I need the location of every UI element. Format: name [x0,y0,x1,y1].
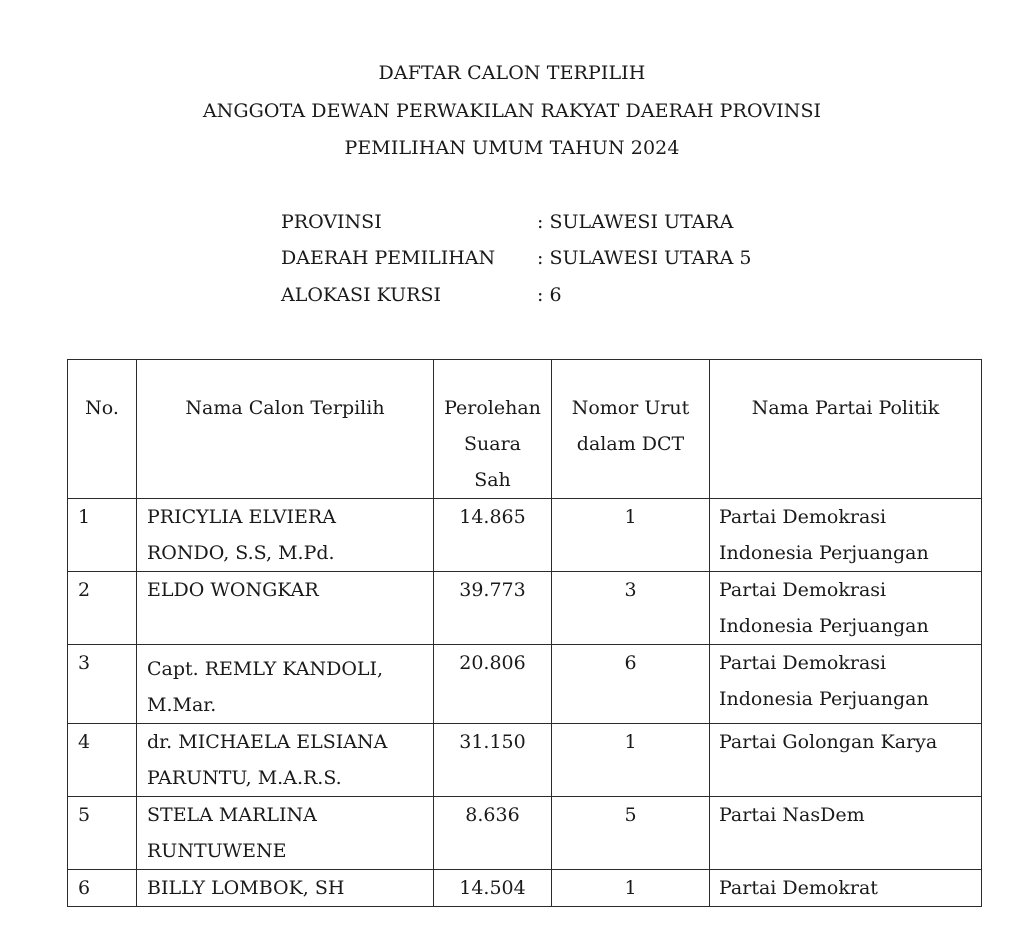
cell-votes: 20.806 [434,645,552,724]
cell-votes: 31.150 [434,724,552,797]
cell-name-line1: STELA MARLINA [147,804,317,826]
cell-name [137,797,434,870]
meta-province-value: : SULAWESI UTARA [537,211,734,233]
cell-name [137,645,434,724]
header-votes-line2: Suara [464,433,521,455]
table-row [68,645,982,724]
document-election-year: PEMILIHAN UMUM TAHUN 2024 [344,137,680,159]
cell-dct: 1 [552,724,710,797]
cell-no: 5 [68,797,137,870]
cell-dct: 5 [552,797,710,870]
cell-name-line2: RONDO, S.S, M.Pd. [147,542,335,564]
cell-party [710,724,982,797]
cell-name-line1: BILLY LOMBOK, SH [147,877,345,899]
cell-name-line2: PARUNTU, M.A.R.S. [147,767,342,789]
cell-party-line1: Partai Demokrasi [719,506,887,528]
header-dct-line1: Nomor Urut [571,397,690,419]
meta-seats-label: ALOKASI KURSI [281,284,441,306]
cell-name-line1: ELDO WONGKAR [147,579,319,601]
cell-no: 6 [68,870,137,907]
table-row [68,724,982,797]
cell-dct: 1 [552,870,710,907]
header-name: Nama Calon Terpilih [137,360,434,499]
header-votes-line3: Sah [474,469,511,491]
header-no: No. [68,360,137,499]
meta-province-label: PROVINSI [281,211,382,233]
cell-party-line1: Partai Demokrasi [719,579,887,601]
cell-dct: 6 [552,645,710,724]
cell-party [710,499,982,572]
document-title: DAFTAR CALON TERPILIH [378,62,646,84]
cell-no: 3 [68,645,137,724]
meta-seats-value: : 6 [537,284,562,306]
cell-name-line2: M.Mar. [147,694,217,716]
cell-party [710,645,982,724]
cell-dct: 1 [552,499,710,572]
cell-dct: 3 [552,572,710,645]
header-votes-line1: Perolehan [444,397,541,419]
cell-party-line1: Partai NasDem [719,804,865,826]
header-party: Nama Partai Politik [710,360,982,499]
cell-name [137,724,434,797]
table-header-row [68,360,982,499]
cell-no: 4 [68,724,137,797]
cell-name-line1: PRICYLIA ELVIERA [147,506,336,528]
table-row [68,499,982,572]
elected-candidates-table [67,359,982,907]
cell-votes: 14.504 [434,870,552,907]
cell-party-line2: Indonesia Perjuangan [719,688,929,710]
cell-votes: 39.773 [434,572,552,645]
cell-party-line1: Partai Demokrat [719,877,878,899]
cell-party-line1: Partai Golongan Karya [719,731,938,753]
cell-party [710,797,982,870]
document-subtitle: ANGGOTA DEWAN PERWAKILAN RAKYAT DAERAH PROVINSI [202,100,822,122]
meta-district-label: DAERAH PEMILIHAN [281,247,496,269]
cell-party [710,870,982,907]
header-votes [434,360,552,499]
cell-name [137,499,434,572]
cell-party-line1: Partai Demokrasi [719,652,887,674]
table-row [68,870,982,907]
cell-name-line1: Capt. REMLY KANDOLI, [147,658,384,680]
cell-no: 1 [68,499,137,572]
cell-party-line2: Indonesia Perjuangan [719,542,929,564]
cell-votes: 14.865 [434,499,552,572]
cell-no: 2 [68,572,137,645]
cell-name [137,572,434,645]
header-dct-line2: dalam DCT [576,433,685,455]
cell-party-line2: Indonesia Perjuangan [719,615,929,637]
table-row [68,572,982,645]
table-row [68,797,982,870]
cell-name [137,870,434,907]
cell-votes: 8.636 [434,797,552,870]
meta-district-value: : SULAWESI UTARA 5 [537,247,752,269]
header-dct [552,360,710,499]
cell-name-line2: RUNTUWENE [147,840,287,862]
cell-party [710,572,982,645]
cell-name-line1: dr. MICHAELA ELSIANA [147,731,388,753]
